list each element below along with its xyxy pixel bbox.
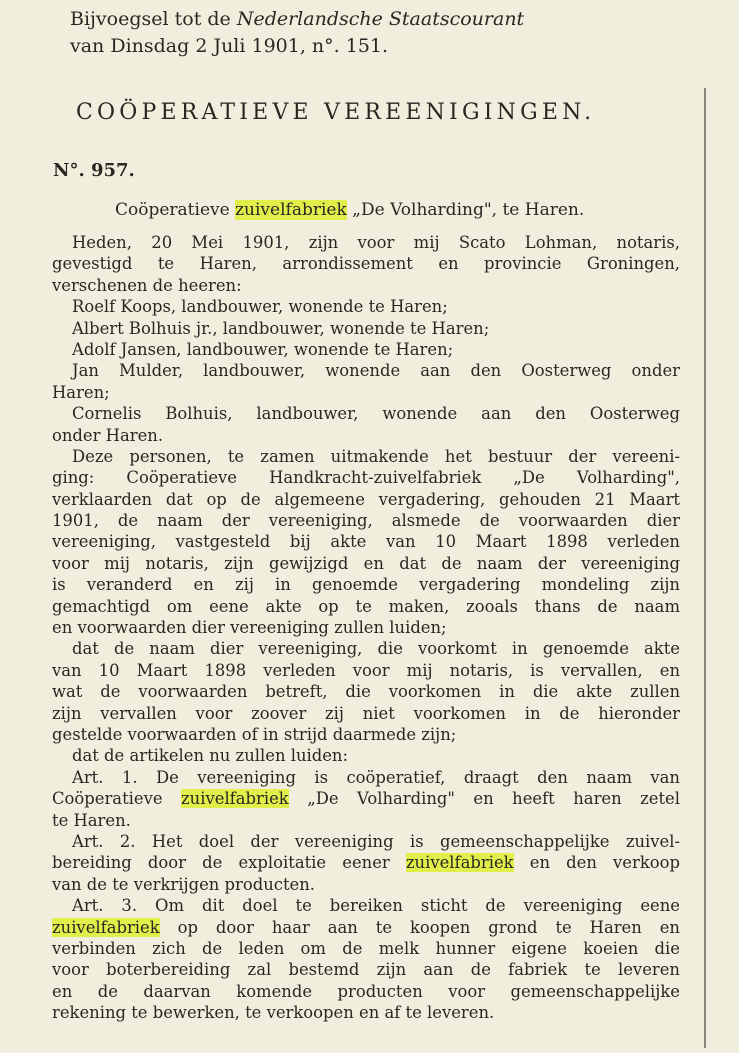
subject-part: Coöperatieve [115, 200, 236, 220]
page-header [70, 6, 524, 60]
text-segment: vereeniging, vastgesteld bij akte van 10 Maart 1898 verleden [52, 532, 680, 552]
notice-subject [115, 200, 584, 220]
text-line [52, 232, 680, 253]
text-line [52, 574, 680, 595]
text-segment: van de te verkrijgen producten. [52, 874, 316, 894]
text-line [52, 510, 680, 531]
text-segment: Deze personen, te zamen uitmakende het bestuur der vereeni- [72, 446, 680, 466]
text-segment: Haren; [52, 382, 110, 402]
text-line [52, 531, 680, 552]
text-line [52, 296, 680, 317]
text-segment: Heden, 20 Mei 1901, zijn voor mij Scato Lohman, notaris, [72, 233, 680, 252]
text-line [52, 788, 680, 809]
text-segment: verbinden zich de leden om de melk hunner eigene koeien die [52, 938, 680, 958]
text-segment: is veranderd en zij in genoemde vergadering mondeling zijn [52, 575, 680, 595]
text-segment: en den verkoop [513, 853, 680, 873]
text-line [52, 981, 680, 1002]
text-line [52, 831, 680, 852]
text-segment: rekening te bewerken, te verkoopen en af te leveren. [52, 1003, 495, 1023]
section-title: COÖPERATIEVE VEREENIGINGEN. [76, 100, 596, 125]
text-line [52, 703, 680, 724]
text-line [52, 553, 680, 574]
text-segment: „De Volharding" en heeft haren zetel [288, 789, 680, 809]
text-segment: Coöperatieve [52, 789, 182, 809]
text-segment: gevestigd te Haren, arrondissement en provincie Groningen, [52, 254, 680, 274]
highlighted-term: zuivelfabriek [235, 200, 347, 220]
notice-number: N°. 957. [53, 160, 135, 181]
text-line [52, 745, 680, 766]
subject-part: „De Volharding", te Haren. [346, 200, 585, 220]
text-line [52, 895, 680, 916]
text-line [52, 767, 680, 788]
text-segment: Albert Bolhuis jr., landbouwer, wonende te Haren; [72, 318, 490, 338]
text-line [52, 638, 680, 659]
text-line [52, 660, 680, 681]
header-line-1 [70, 6, 524, 33]
column-rule [704, 88, 706, 1048]
notice-body [52, 232, 680, 1023]
text-segment: zijn vervallen voor zoover zij niet voorkomen in de hieronder [52, 703, 680, 723]
text-segment: dat de artikelen nu zullen luiden: [72, 746, 349, 766]
text-segment: van 10 Maart 1898 verleden voor mij notaris, is vervallen, en [52, 660, 680, 680]
highlighted-term: zuivelfabriek [405, 853, 514, 873]
text-line [52, 724, 680, 745]
text-line [52, 360, 680, 381]
text-segment: op door haar aan te koopen grond te Haren en [159, 917, 680, 937]
text-segment: Art. 1. De vereeniging is coöperatief, draagt den naam van [72, 767, 680, 787]
text-segment: Art. 3. Om dit doel te bereiken sticht de vereeniging eene [72, 896, 680, 916]
text-segment: wat de voorwaarden betreft, die voorkomen in die akte zullen [52, 682, 680, 702]
highlighted-term: zuivelfabriek [52, 917, 160, 937]
text-line [52, 596, 680, 617]
text-segment: voor boterbereiding zal bestemd zijn aan de fabriek te leveren [52, 960, 680, 980]
text-segment: gemachtigd om eene akte op te maken, zooals thans de naam [52, 596, 680, 616]
text-line [52, 382, 680, 403]
text-segment: verklaarden dat op de algemeene vergadering, gehouden 21 Maart [52, 489, 680, 509]
text-line [52, 874, 680, 895]
text-line [52, 938, 680, 959]
text-segment: Art. 2. Het doel der vereeniging is gemeenschappelijke zuivel- [72, 831, 680, 851]
text-line [52, 318, 680, 339]
text-segment: gestelde voorwaarden of in strijd daarmede zijn; [52, 724, 457, 744]
text-segment: en voorwaarden dier vereeniging zullen luiden; [52, 618, 447, 638]
text-line [52, 1002, 680, 1023]
text-segment: en de daarvan komende producten voor gemeenschappelijke [52, 981, 680, 1001]
text-line [52, 617, 680, 638]
header-prefix: Bijvoegsel tot de [70, 8, 231, 30]
highlighted-term: zuivelfabriek [181, 789, 289, 809]
text-line [52, 810, 680, 831]
text-segment: Cornelis Bolhuis, landbouwer, wonende aan den Oosterweg [72, 404, 680, 424]
text-segment: Roelf Koops, landbouwer, wonende te Haren; [72, 297, 448, 317]
text-segment: Jan Mulder, landbouwer, wonende aan den Oosterweg onder [72, 361, 680, 381]
text-line [52, 339, 680, 360]
text-line [52, 275, 680, 296]
header-publication: Nederlandsche Staatscourant [236, 8, 525, 30]
text-segment: te Haren. [52, 810, 131, 830]
text-line [52, 425, 680, 446]
text-line [52, 681, 680, 702]
text-segment: Adolf Jansen, landbouwer, wonende te Haren; [72, 339, 454, 359]
text-segment: ging: Coöperatieve Handkracht-zuivelfabriek „De Volharding", [52, 468, 680, 488]
text-segment: bereiding door de exploitatie eener [52, 853, 406, 873]
text-line [52, 446, 680, 467]
text-segment: voor mij notaris, zijn gewijzigd en dat de naam der vereeniging [52, 553, 680, 573]
header-line-2: van Dinsdag 2 Juli 1901, n°. 151. [70, 35, 389, 57]
text-segment: 1901, de naam der vereeniging, alsmede de voorwaarden dier [52, 511, 680, 531]
text-segment: dat de naam dier vereeniging, die voorkomt in genoemde akte [72, 639, 680, 659]
text-line [52, 959, 680, 980]
text-line [52, 253, 680, 274]
text-segment: onder Haren. [52, 425, 164, 445]
text-line [52, 403, 680, 424]
text-line [52, 467, 680, 488]
text-line [52, 489, 680, 510]
text-segment: verschenen de heeren: [52, 275, 242, 295]
text-line [52, 852, 680, 873]
text-line [52, 917, 680, 938]
